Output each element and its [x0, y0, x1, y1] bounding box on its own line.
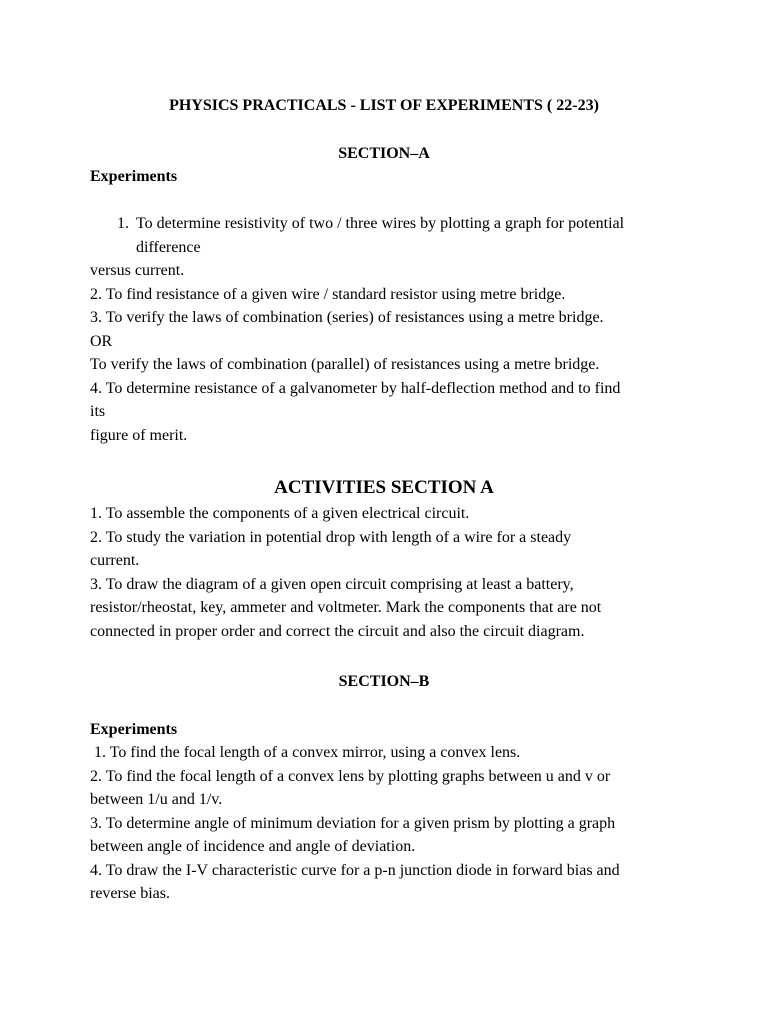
- text-line: 4. To draw the I-V characteristic curve for a p-n junction diode in forward bias and: [90, 861, 620, 879]
- text-line: 2. To study the variation in potential drop with length of a wire for a steady: [90, 528, 572, 546]
- text-line: 1. To find the focal length of a convex mirror, using a convex lens.: [94, 744, 521, 761]
- list-item-number: 1.: [117, 215, 129, 232]
- list-item-text-line-2: difference: [136, 238, 201, 256]
- text-line: 2. To find the focal length of a convex lens by plotting graphs between u and v or: [90, 767, 611, 785]
- section-a-experiments-label: Experiments: [90, 168, 178, 185]
- text-line: 3. To verify the laws of combination (series) of resistances using a metre bridge.: [90, 309, 604, 326]
- section-a-first-item: [117, 212, 687, 259]
- text-line: between angle of incidence and angle of deviation.: [90, 838, 416, 855]
- text-line: 4. To determine resistance of a galvanometer by half-deflection method and to find: [90, 379, 621, 397]
- text-line: resistor/rheostat, key, ammeter and voltmeter. Mark the components that are not: [90, 599, 602, 616]
- text-line: current.: [90, 552, 140, 569]
- text-line: versus current.: [90, 262, 185, 279]
- section-b-experiments-label: Experiments: [90, 721, 178, 738]
- activities-section-a-heading: ACTIVITIES SECTION A: [274, 477, 494, 498]
- text-line: 3. To draw the diagram of a given open circuit comprising at least a battery,: [90, 575, 574, 593]
- text-line: between 1/u and 1/v.: [90, 791, 223, 808]
- section-b-heading: SECTION–B: [338, 673, 430, 690]
- text-line: its: [90, 403, 106, 420]
- text-line: 2. To find resistance of a given wire / standard resistor using metre bridge.: [90, 285, 566, 303]
- text-line: 1. To assemble the components of a given electrical circuit.: [90, 505, 470, 522]
- page-title: PHYSICS PRACTICALS - LIST OF EXPERIMENTS ( 22-23): [169, 97, 599, 114]
- text-line: reverse bias.: [90, 885, 170, 902]
- text-line: figure of merit.: [90, 426, 188, 444]
- section-a-experiment-list: [90, 259, 690, 447]
- text-line: OR: [90, 332, 113, 350]
- list-item-text-line-1: To determine resistivity of two / three wires by plotting a graph for potential: [136, 215, 625, 232]
- text-line: connected in proper order and correct the circuit and also the circuit diagram.: [90, 622, 585, 640]
- text-line: 3. To determine angle of minimum deviation for a given prism by plotting a graph: [90, 814, 616, 832]
- text-line: To verify the laws of combination (parallel) of resistances using a metre bridge.: [90, 356, 600, 373]
- activities-list: [90, 502, 690, 643]
- section-b-experiment-list: [90, 741, 690, 906]
- section-a-heading: SECTION–A: [338, 145, 430, 162]
